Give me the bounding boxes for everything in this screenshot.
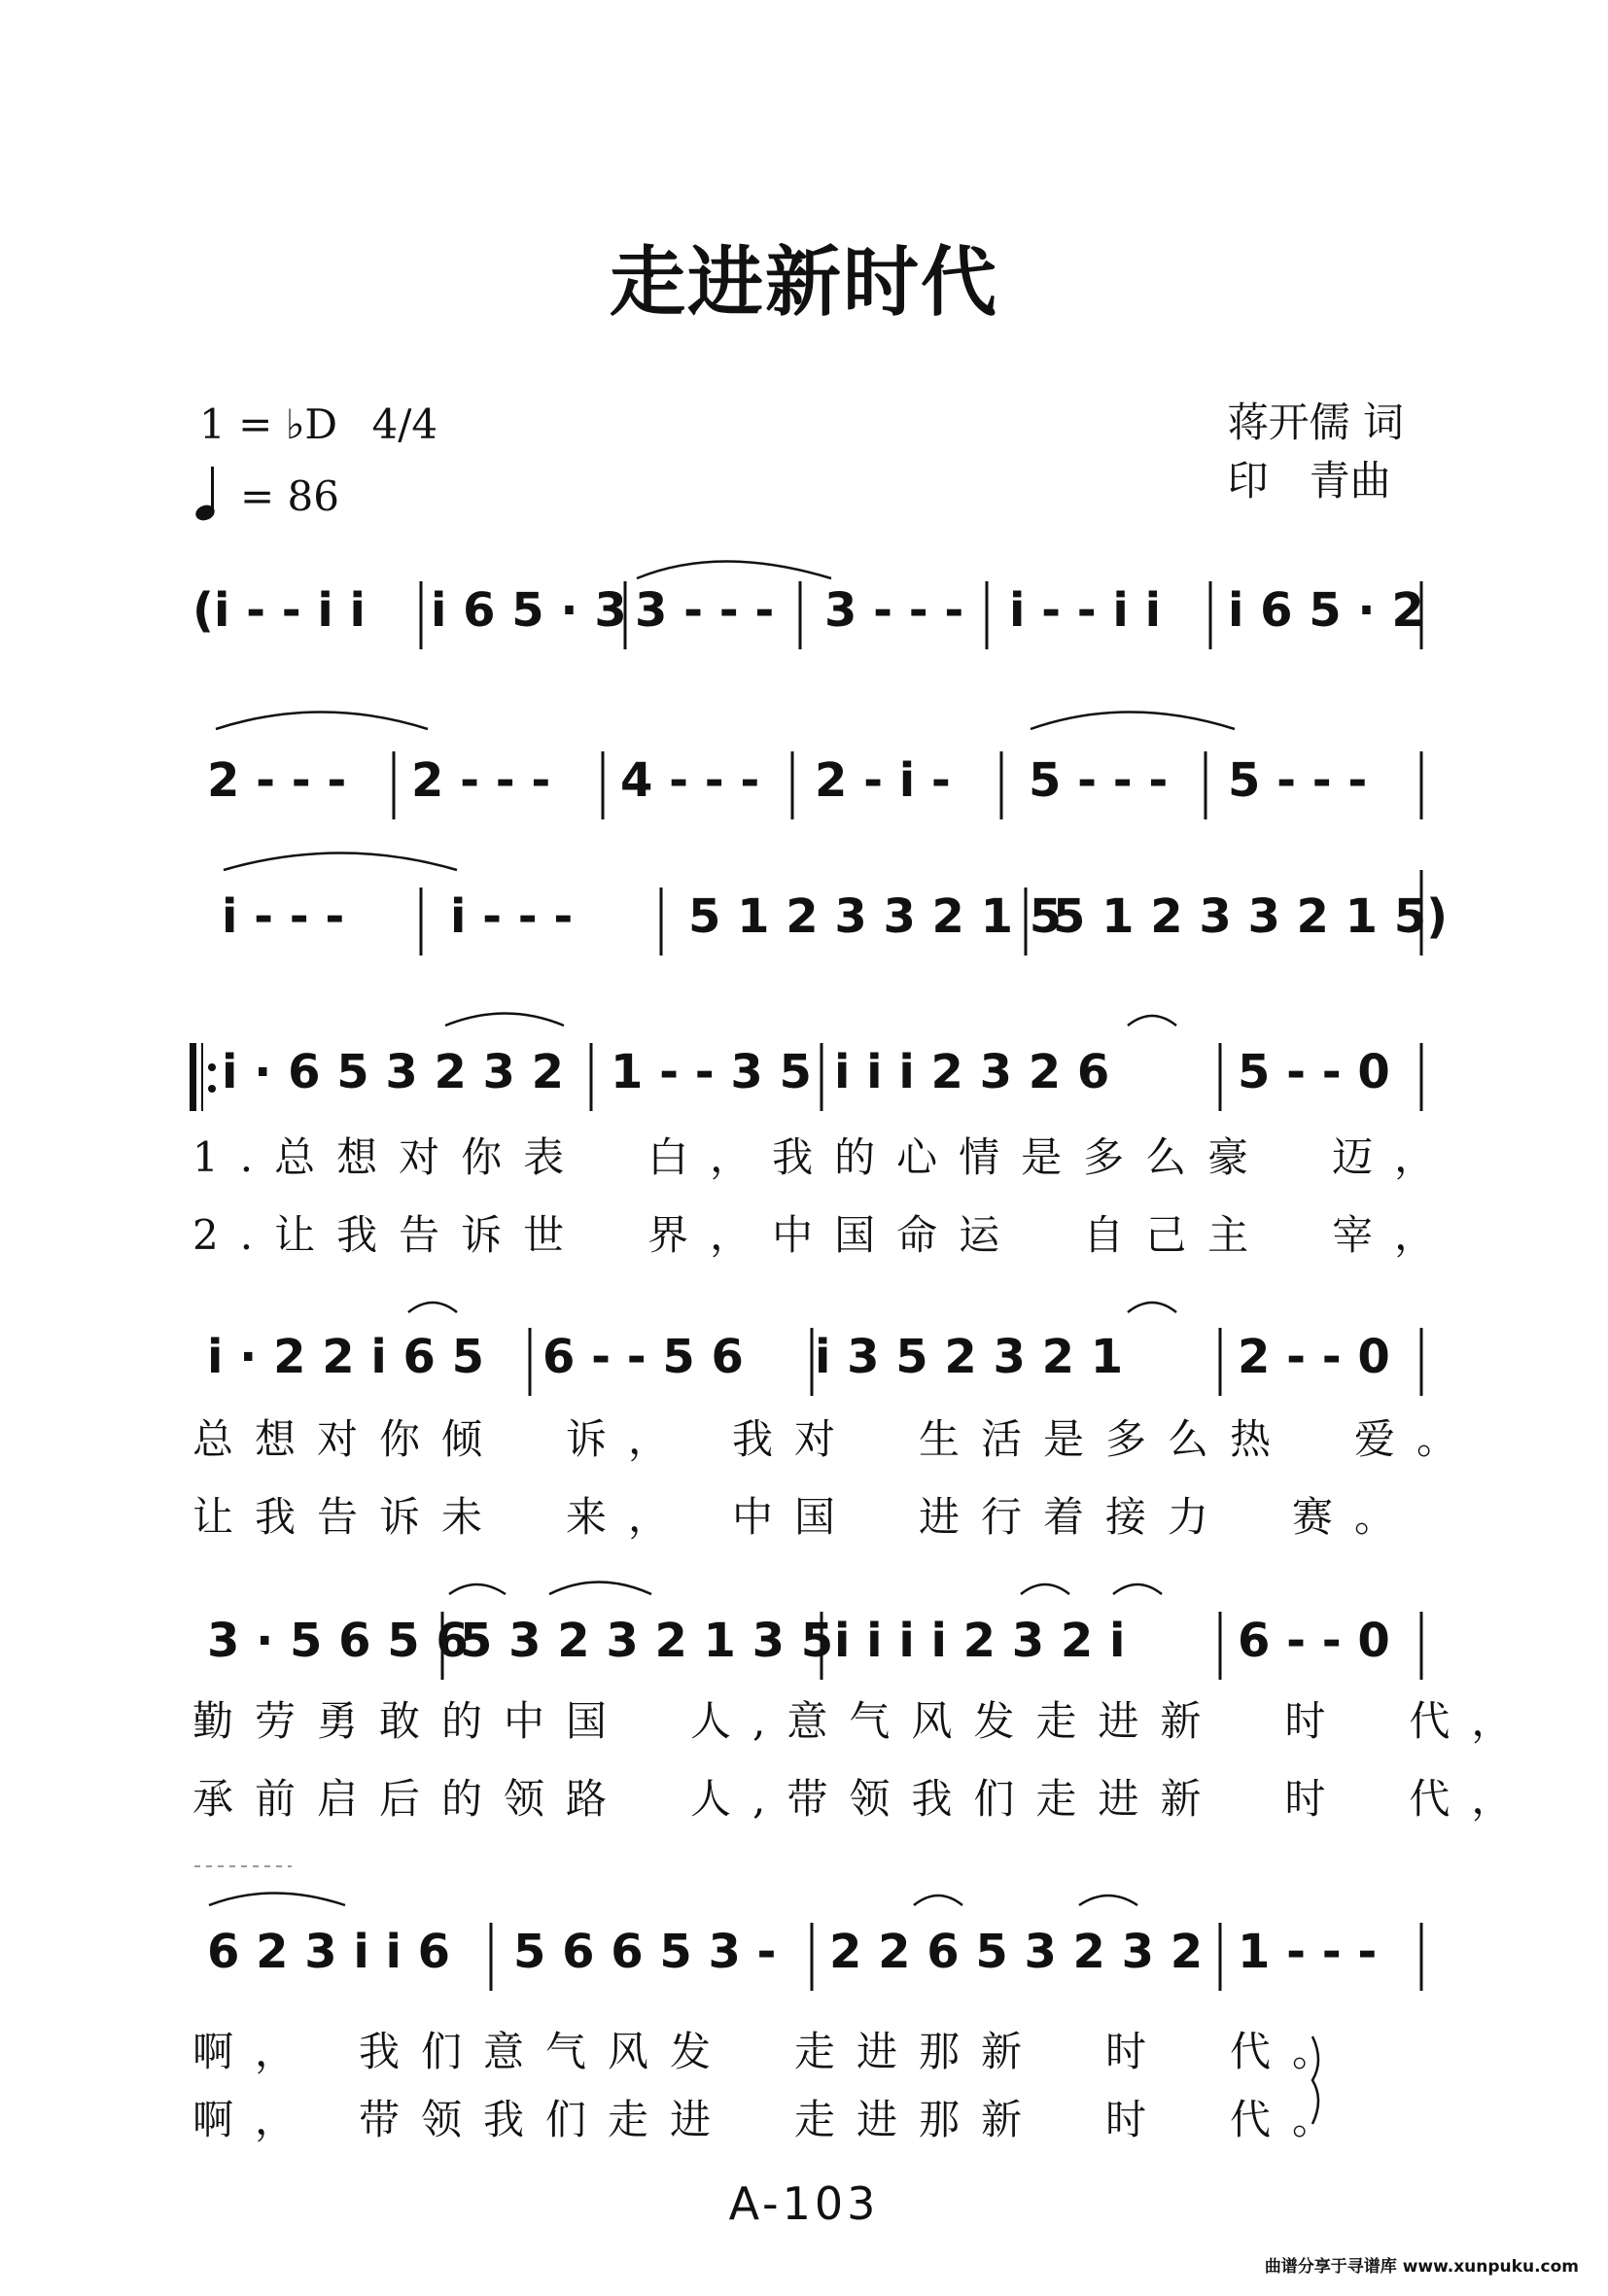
measure: 1 - - 3 5 [611, 1045, 812, 1099]
bar-lines [394, 581, 1421, 1991]
measure: 3 - - - [635, 583, 775, 638]
measure: 5 1 2 3 3 2 1 5 [688, 889, 1063, 944]
measure: i · 6 5 3 2 3 2 [222, 1045, 565, 1099]
measure: 5 - - - [1029, 753, 1169, 808]
measure: i i i i 2 3 2 i [834, 1614, 1126, 1668]
measure: i - - - [222, 889, 345, 944]
lyric-line: 承前启后的领路 人,带领我们走进新 时 代， [192, 1775, 1534, 1823]
measure: 2 - - - [411, 753, 551, 808]
measure: 5 - - - [1228, 753, 1368, 808]
measure: i 6 5 · 2 [1228, 583, 1424, 638]
measure: 3 - - - [824, 583, 964, 638]
repeat-sign [190, 1043, 216, 1111]
slurs [209, 562, 1235, 1906]
measure: i - - - [450, 889, 574, 944]
measure: i 3 5 2 3 2 1 [815, 1330, 1124, 1384]
measure: 5 1 2 3 3 2 1 5) [1053, 889, 1449, 944]
measure: 3 · 5 6 5 6 [207, 1614, 469, 1668]
song-title: 走进新时代 [609, 239, 998, 327]
measure: 5 3 2 3 2 1 3 5 [460, 1614, 834, 1668]
site-watermark: 曲谱分享于寻谱库 www.xunpuku.com [1264, 2257, 1579, 2277]
measure: 2 - - 0 [1238, 1330, 1390, 1384]
measure: 6 2 3 i i 6 [207, 1925, 451, 1979]
measure: (i - - i i [192, 583, 366, 638]
measure: 5 6 6 5 3 - [513, 1925, 777, 1979]
lyric-line: 勤劳勇敢的中国 人,意气风发走进新 时 代， [192, 1697, 1534, 1745]
lyric-line: 啊， 带领我们走进 走进那新 时 代。 [192, 2096, 1355, 2143]
composer-credit: 印 青曲 [1227, 457, 1391, 504]
lyric-line: 让我告诉未 来， 中国 进行着接力 赛。 [192, 1493, 1417, 1541]
verse-brace [1312, 2036, 1318, 2124]
measure: i - - i i [1009, 583, 1162, 638]
measure: 1 - - - [1238, 1925, 1378, 1979]
measure: i · 2 2 i 6 5 [207, 1330, 484, 1384]
measure: 2 - i - [815, 753, 951, 808]
lyric-line: 啊， 我们意气风发 走进那新 时 代。 [192, 2028, 1355, 2075]
lyric-line: 1.总想对你表 白，我的心情是多么豪 迈， [192, 1133, 1457, 1181]
measure: 2 - - - [207, 753, 347, 808]
measure: 6 - - 5 6 [542, 1330, 744, 1384]
tempo-value: = 86 [240, 471, 339, 520]
measure: i 6 5 · 3 [431, 583, 627, 638]
measure: 4 - - - [620, 753, 760, 808]
key-label: 1 = ♭D [199, 400, 338, 448]
measure: i i i 2 3 2 6 [834, 1045, 1110, 1099]
lyric-line: 总想对你倾 诉， 我对 生活是多么热 爱。 [192, 1415, 1480, 1463]
page-number: A-103 [728, 2177, 880, 2230]
lyricist-credit: 蒋开儒 词 [1227, 399, 1404, 446]
lyric-line: 2.让我告诉世 界，中国命运 自己主 宰， [192, 1211, 1457, 1259]
measure: 2 2 6 5 3 2 3 2 [829, 1925, 1204, 1979]
measure: 5 - - 0 [1238, 1045, 1390, 1099]
time-signature: 4/4 [371, 400, 438, 448]
measure: 6 - - 0 [1238, 1614, 1390, 1668]
